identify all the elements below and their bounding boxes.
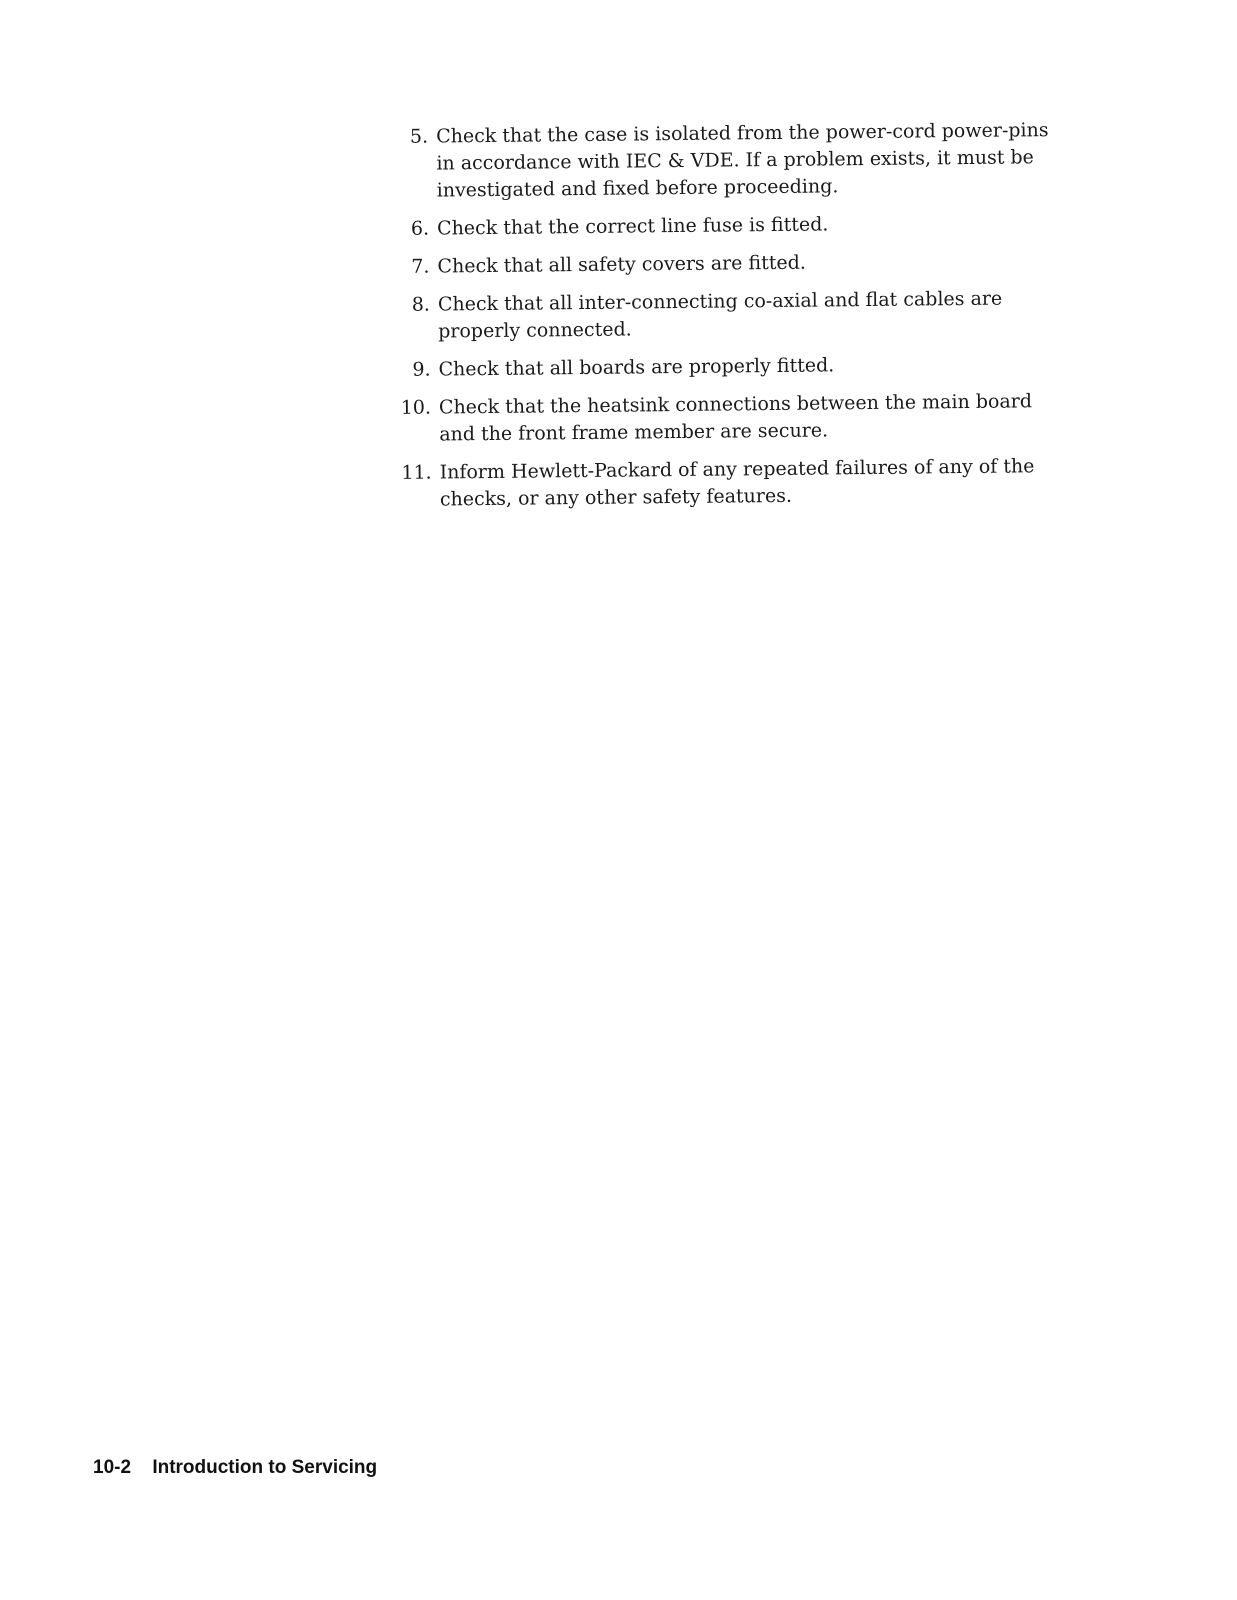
list-item <box>394 453 1075 514</box>
list-item <box>393 388 1074 449</box>
item-number: 9. <box>412 358 431 381</box>
list-item <box>392 350 1072 384</box>
item-text: Check that all inter-connecting co-axial and flat cables are properly connected. <box>437 287 1003 343</box>
item-number: 7. <box>411 255 430 278</box>
item-number: 6. <box>410 217 430 240</box>
item-text: Check that the case is isolated from the power-cord power-pins in accordance with IEC & VDE. If a problem exists, it must be investigated and fixed before proceeding. <box>436 119 1049 202</box>
item-text: Check that the heatsink connections between the main board and the front frame member are secure. <box>438 390 1033 446</box>
list-item <box>391 247 1071 281</box>
item-text: Check that the correct line fuse is fitted. <box>436 213 829 240</box>
list-item <box>392 285 1073 346</box>
item-number: 10. <box>400 396 432 419</box>
item-text: Check that all safety covers are fitted. <box>437 251 806 278</box>
item-number: 5. <box>409 125 429 148</box>
item-number: 8. <box>411 293 431 316</box>
list-item <box>391 209 1071 243</box>
item-text: Inform Hewlett-Packard of any repeated failures of any of the checks, or any other safety features. <box>439 455 1035 511</box>
section-title: Introduction to Servicing <box>152 1457 378 1478</box>
page-number: 10-2 <box>93 1457 132 1478</box>
item-text: Check that all boards are properly fitted. <box>438 354 835 381</box>
safety-checklist <box>390 117 1074 525</box>
page-footer <box>93 1457 377 1479</box>
item-number: 11. <box>401 461 432 484</box>
list-item <box>390 117 1071 205</box>
